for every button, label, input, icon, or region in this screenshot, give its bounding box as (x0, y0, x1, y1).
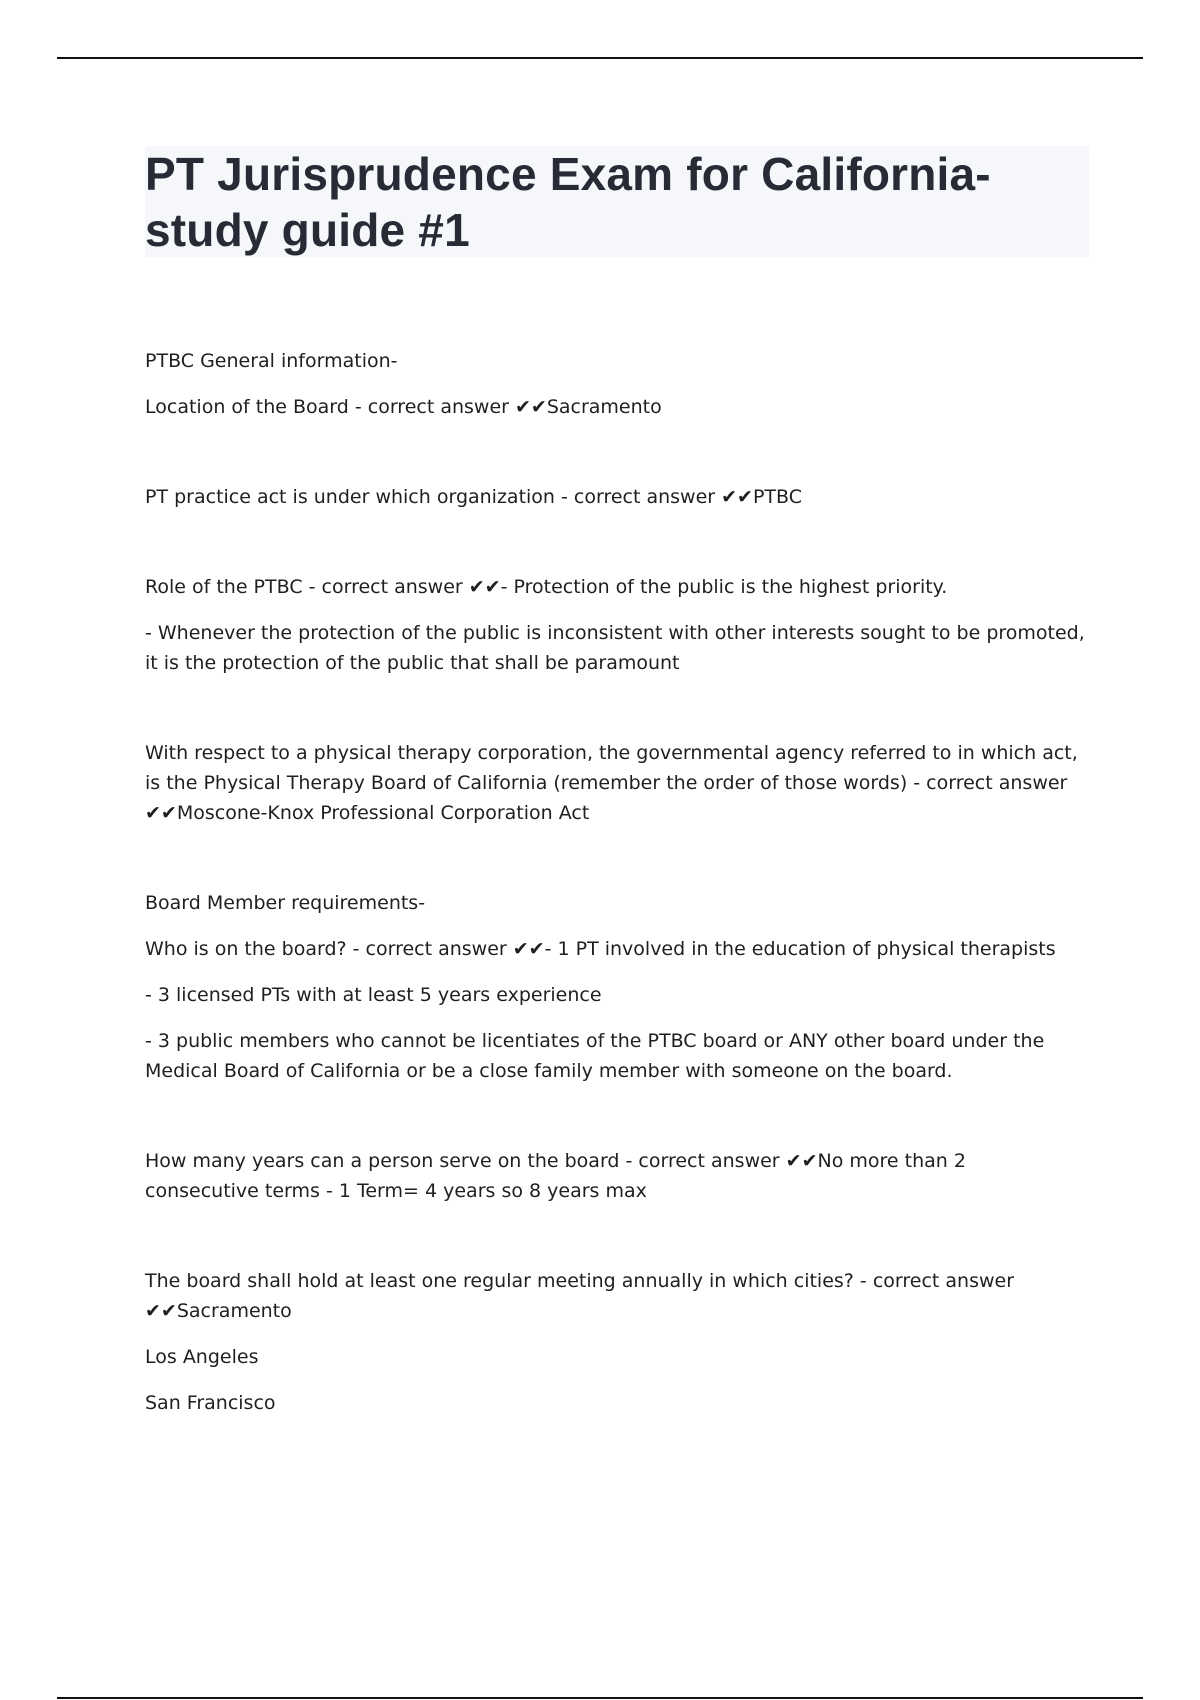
title-banner (145, 146, 1089, 257)
top-divider (57, 57, 1143, 59)
answer-continuation: San Francisco (145, 1392, 276, 1414)
document-body (145, 346, 1085, 1418)
section-heading: Board Member requirements- (145, 892, 426, 914)
question-answer: Role of the PTBC - correct answer ✔✔- Protection of the public is the highest priority. (145, 576, 948, 598)
question-answer: Location of the Board - correct answer ✔✔Sacramento (145, 396, 662, 418)
section-heading: PTBC General information- (145, 350, 398, 372)
answer-continuation: - Whenever the protection of the public is inconsistent with other interests sought to be promoted, it is the protection of the public that shall be paramount (145, 622, 1085, 674)
question-answer: With respect to a physical therapy corporation, the governmental agency referred to in which act, is the Physical Therapy Board of California (remember the order of those words) - correct answer ✔✔Moscone-Knox Professional Corporation Act (145, 742, 1078, 824)
answer-continuation: - 3 public members who cannot be licentiates of the PTBC board or ANY other board under the Medical Board of California or be a close family member with someone on the board. (145, 1030, 1045, 1082)
document-title: PT Jurisprudence Exam for California- study guide #1 (145, 148, 991, 256)
question-answer: Who is on the board? - correct answer ✔✔- 1 PT involved in the education of physical therapists (145, 938, 1056, 960)
question-answer: The board shall hold at least one regular meeting annually in which cities? - correct answer ✔✔Sacramento (145, 1270, 1015, 1322)
question-answer: How many years can a person serve on the board - correct answer ✔✔No more than 2 consecutive terms - 1 Term= 4 years so 8 years max (145, 1150, 966, 1202)
question-answer: PT practice act is under which organization - correct answer ✔✔PTBC (145, 486, 803, 508)
answer-continuation: Los Angeles (145, 1346, 259, 1368)
bottom-divider (57, 1697, 1143, 1699)
answer-continuation: - 3 licensed PTs with at least 5 years experience (145, 984, 602, 1006)
